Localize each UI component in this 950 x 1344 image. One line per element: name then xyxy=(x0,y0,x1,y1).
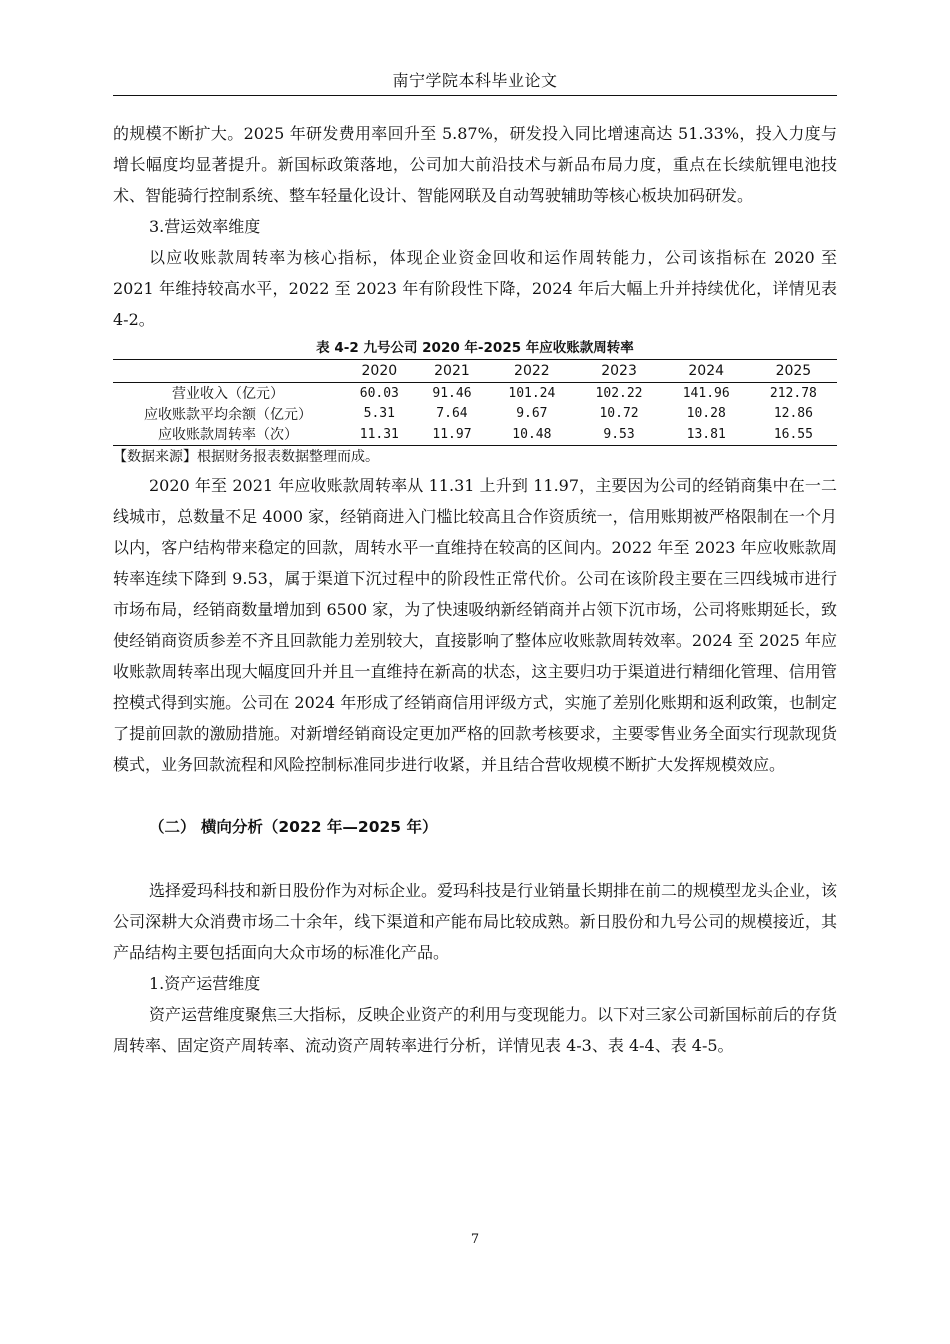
page-header: 南宁学院本科毕业论文 xyxy=(392,71,558,90)
table-cell: 13.81 xyxy=(663,424,750,445)
table-cell: 9.67 xyxy=(516,406,548,422)
row-label: 应收账款周转率（次） xyxy=(113,424,343,445)
table-cell: 9.53 xyxy=(575,424,662,445)
table-header-row xyxy=(113,360,837,383)
paragraph-benchmark-companies: 选择爱玛科技和新日股份作为对标企业。爱玛科技是行业销量长期排在前二的规模型龙头企业，该公司深耕大众消费市场二十余年，线下渠道和产能布局比较成熟。新日股份和九号公司的规模接近，其产品结构主要包括面向大众市场的标准化产品。 xyxy=(113,880,838,962)
row-label: 营业收入（亿元） xyxy=(172,386,284,403)
table-row xyxy=(113,404,837,425)
paragraph-receivables-intro: 以应收账款周转率为核心指标，体现企业资金回收和运作周转能力，公司该指标在 2020 至 2021 年维持较高水平，2022 至 2023 年有阶段性下降，2024 年后大幅上升并持续优化，详情见表 4-2。 xyxy=(113,248,837,329)
year-header: 2025 xyxy=(750,360,837,383)
table-cell: 212.78 xyxy=(769,385,817,401)
header-rule xyxy=(113,95,837,96)
table-cell: 91.46 xyxy=(432,385,472,401)
table-row xyxy=(113,424,837,445)
table-corner-cell xyxy=(113,360,343,383)
row-label: 应收账款平均余额（亿元） xyxy=(144,406,312,423)
table-cell: 10.72 xyxy=(599,406,639,422)
table-cell: 5.31 xyxy=(363,406,395,422)
table-cell: 11.31 xyxy=(343,424,416,445)
table-cell: 10.48 xyxy=(488,424,575,445)
year-header: 2022 xyxy=(488,360,575,383)
table-cell: 12.86 xyxy=(773,406,813,422)
year-header: 2024 xyxy=(663,360,750,383)
table-cell: 60.03 xyxy=(359,385,399,401)
table-cell: 141.96 xyxy=(682,385,730,401)
section-heading-horizontal-analysis: （二） 横向分析（2022 年—2025 年） xyxy=(149,817,438,836)
receivables-turnover-table xyxy=(113,359,837,446)
heading-operating-efficiency: 3.营运效率维度 xyxy=(149,217,261,236)
table-source-note: 【数据来源】根据财务报表数据整理而成。 xyxy=(113,448,379,465)
paragraph-rd-investment: 的规模不断扩大。2025 年研发费用率回升至 5.87%，研发投入同比增速高达 51.33%，投入力度与增长幅度均显著提升。新国标政策落地，公司加大前沿技术与新品布局力度，重点在长续航锂电池技术、智能骑行控制系统、整车轻量化设计、智能网联及自动驾驶辅助等核心板块加码研发。 xyxy=(113,124,837,205)
page-body xyxy=(113,118,837,1061)
paragraph-receivables-analysis: 2020 年至 2021 年应收账款周转率从 11.31 上升到 11.97，主要因为公司的经销商集中在一二线城市，总数量不足 4000 家，经销商进入门槛比较高且合作资质统一，信用账期被严格限制在一个月以内，客户结构带来稳定的回款，周转水平一直维持在较高的区间内。2022 年至 2023 年应收账款周转率连续下降到 9.53，属于渠道下沉过程中的阶段性正常代价。公司在该阶段主要在三四线城市进行市场布局，经销商数量增加到 6500 家，为了快速吸纳新经销商并占领下沉市场，公司将账期延长，致使经销商资质参差不齐且回款能力差别较大，直接影响了整体应收账款周转效率。2024 至 2025 年应收账款周转率出现大幅度回升并且一直维持在新高的状态，这主要归功于渠道进行精细化管理、信用管控模式得到实施。公司在 2024 年形成了经销商信用评级方式，实施了差别化账期和返利政策，也制定了提前回款的激励措施。对新增经销商设定更加严格的回款考核要求，主要零售业务全面实行现款现货模式，业务回款流程和风险控制标准同步进行收紧，并且结合营收规模不断扩大发挥规模效应。 xyxy=(113,475,837,774)
table-cell: 101.24 xyxy=(508,385,556,401)
table-cell: 16.55 xyxy=(750,424,837,445)
table-cell: 11.97 xyxy=(416,424,489,445)
year-header: 2020 xyxy=(343,360,416,383)
table-title: 表 4-2 九号公司 2020 年-2025 年应收账款周转率 xyxy=(316,340,634,356)
year-header: 2021 xyxy=(416,360,489,383)
heading-asset-operation: 1.资产运营维度 xyxy=(149,973,261,993)
table-cell: 10.28 xyxy=(686,406,726,422)
page-number: 7 xyxy=(470,1232,480,1247)
year-header: 2023 xyxy=(575,360,662,383)
table-row xyxy=(113,383,837,404)
paragraph-asset-operation: 资产运营维度聚焦三大指标，反映企业资产的利用与变现能力。以下对三家公司新国标前后的存货周转率、固定资产周转率、流动资产周转率进行分析，详情见表 4-3、表 4-4、表 4-5。 xyxy=(113,1004,838,1055)
table-cell: 102.22 xyxy=(595,385,643,401)
table-cell: 7.64 xyxy=(436,406,468,422)
